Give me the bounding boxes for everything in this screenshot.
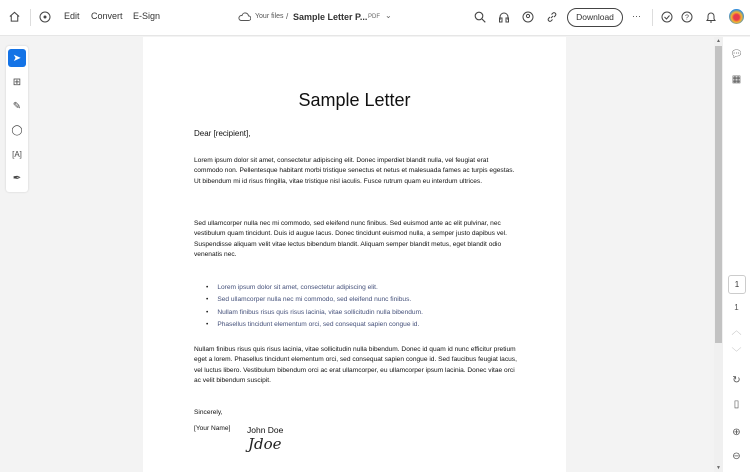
breadcrumb-separator: / <box>286 12 289 21</box>
more-options-button[interactable]: ··· <box>632 11 641 21</box>
pencil-icon[interactable]: ✎ <box>12 100 22 112</box>
help-icon[interactable] <box>681 11 693 23</box>
thumbnails-icon[interactable]: ▦ <box>731 74 742 85</box>
home-icon[interactable] <box>8 10 21 23</box>
page-fit-icon[interactable]: ▯ <box>733 399 740 410</box>
comments-icon[interactable]: 💬︎ <box>730 49 743 60</box>
closing: Sincerely, <box>194 409 223 416</box>
nav-convert[interactable]: Convert <box>91 11 123 21</box>
cloud-icon <box>238 12 251 21</box>
document-page <box>143 37 566 472</box>
nav-esign[interactable]: E-Sign <box>133 11 161 21</box>
rotate-icon[interactable]: ↻ <box>732 375 741 386</box>
document-title: Sample Letter <box>298 90 411 110</box>
list-item: • Phasellus tincidunt elementum orci, sed consequat sapien congue id. <box>206 319 423 331</box>
lasso-icon[interactable]: ◯ <box>11 124 23 136</box>
list-item: • Lorem ipsum dolor sit amet, consectetur adipiscing elit. <box>206 282 423 294</box>
search-icon[interactable] <box>474 11 486 23</box>
breadcrumb-your-files[interactable]: Your files <box>255 13 284 20</box>
top-bar <box>0 0 750 36</box>
next-page-icon[interactable]: ﹀ <box>731 348 742 359</box>
right-rail <box>723 37 750 472</box>
nav-edit[interactable]: Edit <box>64 11 80 21</box>
page-number-input[interactable]: 1 <box>728 275 746 294</box>
paragraph: Lorem ipsum dolor sit amet, consectetur adipiscing elit. Donec imperdiet blandit nulla, vel feugiat erat commodo non. Pellentesque habitant morbi tristique senectus et netus et malesuada fames ac turpis egestas. Ut bibendum mi id risus fringilla, vitae tristique nisl iaculis. Fusce rutrum quam eu interdum ultrices. <box>194 157 515 185</box>
bullet-list <box>206 282 423 331</box>
your-name: [Your Name] <box>194 425 231 432</box>
share-user-icon[interactable] <box>522 11 534 23</box>
chevron-down-icon[interactable]: ⌄ <box>385 11 392 20</box>
list-item: • Sed ullamcorper nulla nec mi commodo, sed eleifend nunc finibus. <box>206 294 423 306</box>
paragraph: Nullam finibus risus quis risus lacinia, vitae sollicitudin nulla bibendum. Donec id quam id nunc efficitur pretium eget a lorem. Phasellus tincidunt elementum orci, sed consequat sapien congue id. Sed faucibus feugiat lacus, vel luctus libero. Vestibulum bibendum orci ac erat ullamcorper, eu ullamcorper ipsum lacinia. Donec vitae orci ac velit bibendum suscipit. <box>194 346 517 384</box>
greeting: Dear [recipient], <box>194 129 251 138</box>
download-button[interactable]: Download <box>567 8 623 27</box>
select-tool[interactable]: ➤ <box>8 49 26 67</box>
text-box-icon[interactable]: [A] <box>12 149 22 159</box>
headphones-icon[interactable] <box>498 11 510 23</box>
vertical-scrollbar[interactable] <box>714 37 723 472</box>
check-circle-icon[interactable] <box>661 11 673 23</box>
page-total: 1 <box>734 303 739 312</box>
ai-tools-icon[interactable] <box>39 11 51 23</box>
file-name[interactable]: Sample Letter P... <box>293 12 368 22</box>
scroll-up-arrow[interactable]: ▲ <box>716 38 721 44</box>
file-type: PDF <box>368 14 380 20</box>
scroll-down-arrow[interactable]: ▼ <box>716 465 721 471</box>
zoom-in-icon[interactable]: ⊕ <box>732 427 741 438</box>
previous-page-icon[interactable]: ︿ <box>731 326 742 337</box>
scrollbar-thumb[interactable] <box>715 46 722 343</box>
list-item: • Nullam finibus risus quis risus lacinia, vitae sollicitudin nulla bibendum. <box>206 307 423 319</box>
signature: Jdoe <box>248 435 282 453</box>
divider <box>30 9 31 26</box>
tool-palette <box>6 46 28 192</box>
add-comment-icon[interactable]: ⊞ <box>12 76 22 88</box>
paragraph: Sed ullamcorper nulla nec mi commodo, sed eleifend nunc finibus. Sed euismod ante ac elit pulvinar, nec vestibulum quam tincidunt. Duis id augue lacus. Donec tincidunt euismod nulla, a semper justo dapibus vel. Suspendisse aliquam velit vitae lectus bibendum blandit. Aliquam semper blandit metus, eget blandit odio venenatis nec. <box>194 220 508 258</box>
sign-icon[interactable]: ✒ <box>12 172 22 184</box>
bell-icon[interactable] <box>705 11 717 24</box>
svg-text:?: ? <box>685 14 689 22</box>
avatar[interactable] <box>729 9 744 24</box>
link-icon[interactable] <box>546 11 558 23</box>
signer-name: John Doe <box>247 425 284 435</box>
zoom-out-icon[interactable]: ⊖ <box>732 451 741 462</box>
divider <box>652 9 653 26</box>
